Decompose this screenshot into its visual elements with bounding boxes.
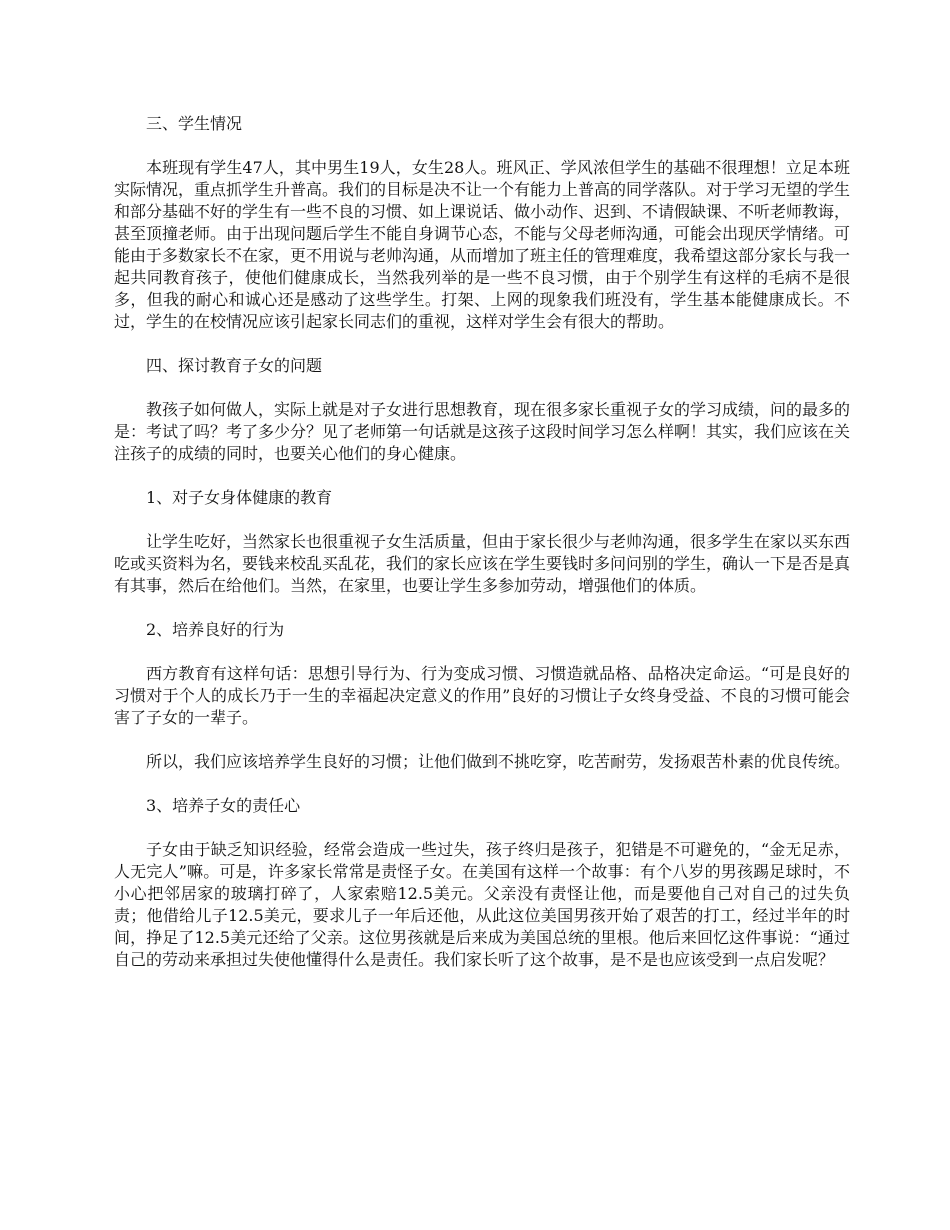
section-heading-good-behavior: 2、培养良好的行为 (146, 620, 285, 639)
paragraph-good-behavior-1: 西方教育有这样句话：思想引导行为、行为变成习惯、习惯造就品格、品格决定命运。“可是良好的习惯对于个人的成长乃于一生的幸福起决定意义的作用”良好的习惯让子女终身受益、不良的习惯可能会害了子女的一辈子。 (114, 664, 850, 727)
paragraph-physical-health: 让学生吃好，当然家长也很重视子女生活质量，但由于家长很少与老帅沟通，很多学生在家以买东西吃或买资料为名，要钱来校乱买乱花，我们的家长应该在学生要钱时多问问别的学生，确认一下是否是真有其事，然后在给他们。当然，在家里，也要让学生多参加劳动，增强他们的体质。 (114, 532, 851, 595)
section-heading-student-situation: 三、学生情况 (146, 114, 243, 133)
paragraph-education-discussion: 教孩子如何做人，实际上就是对子女进行思想教育，现在很多家长重视子女的学习成绩，问的最多的是：考试了吗？考了多少分？见了老师第一句话就是这孩子这段时间学习怎么样啊！其实，我们应该在关注孩子的成绩的同时，也要关心他们的身心健康。 (114, 400, 851, 463)
section-heading-physical-health: 1、对子女身体健康的教育 (146, 488, 333, 507)
paragraph-student-situation: 本班现有学生47人，其中男生19人，女生28人。班风正、学风浓但学生的基础不很理想！立足本班实际情况，重点抓学生升普高。我们的目标是决不让一个有能力上普高的同学落队。对于学习无望的学生和部分基础不好的学生有一些不良的习惯、如上课说话、做小动作、迟到、不请假缺课、不听老师教诲，甚至顶撞老师。由于出现问题后学生不能自身调节心态，不能与父母老师沟通，可能会出现厌学情绪。可能由于多数家长不在家，更不用说与老帅沟通，从而增加了班主任的管理难度，我希望这部分家长与我一起共同教育孩子，使他们健康成长，当然我列举的是一些不良习惯，由于个别学生有这样的毛病不是很多，但我的耐心和诚心还是感动了这些学生。打架、上网的现象我们班没有，学生基本能健康成长。不过，学生的在校情况应该引起家长同志们的重视，这样对学生会有很大的帮助。 (114, 158, 851, 331)
section-heading-education-discussion: 四、探讨教育子女的问题 (146, 356, 323, 375)
section-heading-responsibility: 3、培养子女的责任心 (146, 796, 301, 815)
paragraph-good-behavior-2: 所以，我们应该培养学生良好的习惯；让他们做到不挑吃穿，吃苦耐劳，发扬艰苦朴素的优良传统。 (146, 752, 851, 771)
document-page (114, 113, 850, 993)
paragraph-responsibility: 子女由于缺乏知识经验，经常会造成一些过失，孩子终归是孩子，犯错是不可避免的，“金无足赤，人无完人”嘛。可是，许多家长常常是责怪子女。在美国有这样一个故事：有个八岁的男孩踢足球时，不小心把邻居家的玻璃打碎了，人家索赔12.5美元。父亲没有责怪让他，而是要他自己对自己的过失负责；他借给儿子12.5美元，要求儿子一年后还他，从此这位美国男孩开始了艰苦的打工，经过半年的时间，挣足了12.5美元还给了父亲。这位男孩就是后来成为美国总统的里根。他后来回忆这件事说：“通过自己的劳动来承担过失使他懂得什么是责任。我们家长听了这个故事，是不是也应该受到一点启发呢？ (114, 840, 850, 969)
